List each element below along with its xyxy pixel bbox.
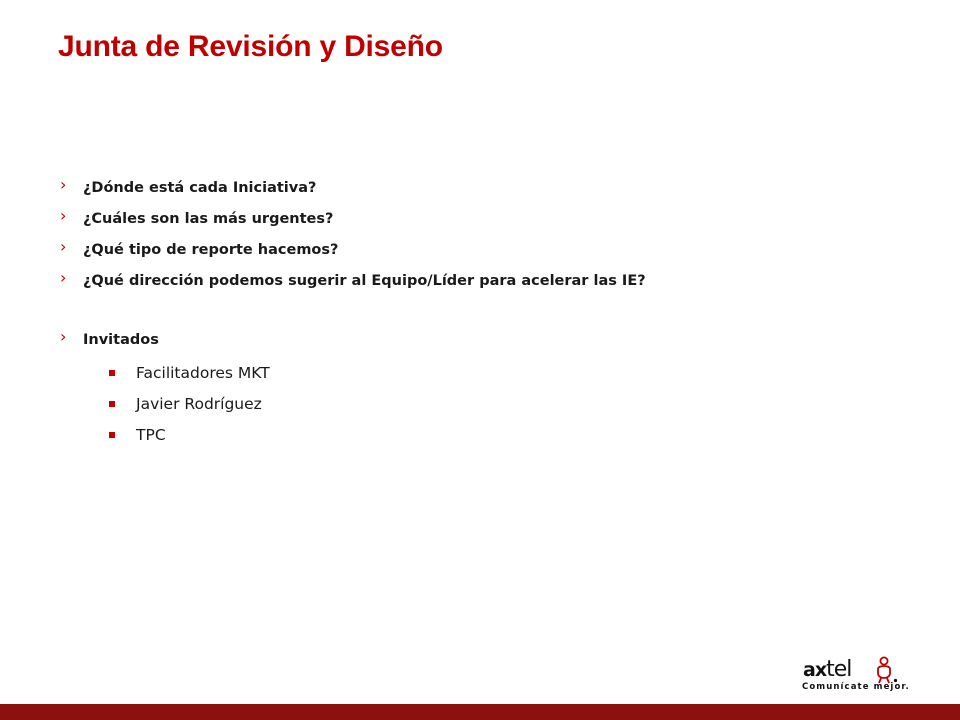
question-item	[60, 206, 646, 237]
question-item	[60, 268, 646, 299]
square-bullet-icon	[109, 401, 115, 407]
questions-list	[60, 175, 646, 299]
question-text: ¿Qué tipo de reporte hacemos?	[83, 242, 339, 258]
slide-title: Junta de Revisión y Diseño	[58, 30, 443, 63]
chevron-bullet-icon: ›	[60, 206, 67, 225]
guests-section	[60, 327, 270, 453]
axtel-logo	[800, 656, 912, 696]
guest-name: Facilitadores MKT	[136, 364, 270, 382]
guest-item	[108, 360, 270, 391]
guest-item	[108, 422, 270, 453]
guest-name: TPC	[136, 426, 166, 444]
question-text: ¿Cuáles son las más urgentes?	[83, 211, 334, 227]
guests-heading	[60, 327, 270, 353]
question-text: ¿Qué dirección podemos sugerir al Equipo/Líder para acelerar las IE?	[83, 273, 646, 289]
square-bullet-icon	[109, 370, 115, 376]
guest-name: Javier Rodríguez	[136, 395, 262, 413]
guests-heading-text: Invitados	[83, 332, 159, 348]
logo-figure-icon	[873, 656, 899, 684]
guest-item	[108, 391, 270, 422]
square-bullet-icon	[109, 432, 115, 438]
chevron-bullet-icon: ›	[60, 237, 67, 256]
chevron-bullet-icon: ›	[60, 268, 67, 287]
logo-tagline: Comunícate mejor.	[802, 682, 910, 692]
question-item	[60, 237, 646, 268]
logo-wordmark: axtel	[803, 657, 852, 682]
question-text: ¿Dónde está cada Iniciativa?	[83, 180, 317, 196]
chevron-bullet-icon: ›	[60, 175, 67, 194]
footer-bar	[0, 704, 960, 720]
guest-list	[60, 360, 270, 453]
question-item	[60, 175, 646, 206]
chevron-bullet-icon: ›	[60, 327, 67, 346]
